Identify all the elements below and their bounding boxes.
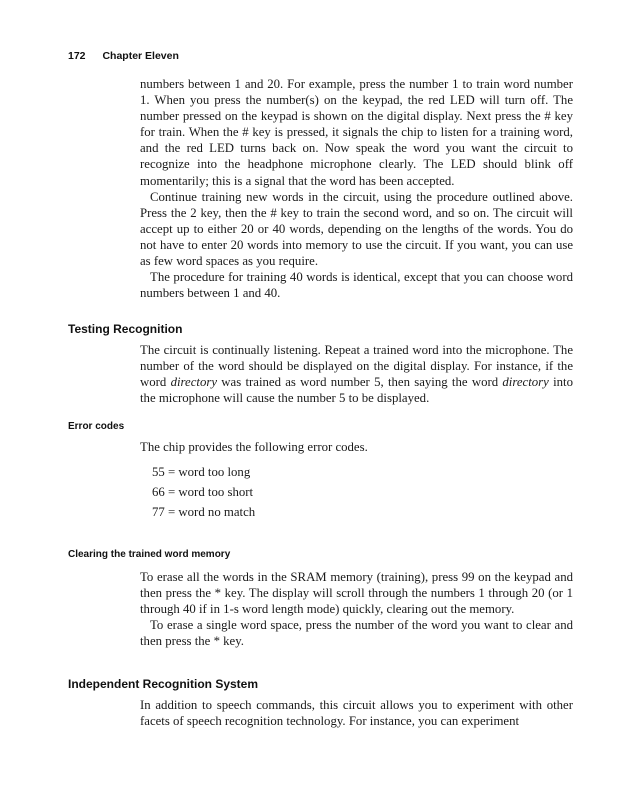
testing-text-c: into the microphone will cause the number 5 to be displayed. [140,375,574,406]
intro-paragraph-2: Continue training new words in the circuit, using the procedure outlined above. Press the 2 key, then the # key to train the second word, and so on. The circuit will accept up to either 20 or 40 words, depending on the lengths of the words. You do not have to enter 20 words into memory to use the circuit. If you want, you can use as few word spaces as you require. [140,189,573,269]
error-code-equals: = [168,465,176,479]
error-code-number: 55 [152,465,165,479]
error-code-number: 66 [152,485,165,499]
error-code-item [152,502,255,522]
testing-text-b: was trained as word number 5, then saying the word [217,375,503,390]
error-codes-intro-text: The chip provides the following error codes. [140,440,368,454]
testing-emphasis-2: directory [502,375,549,390]
testing-paragraph [140,342,573,406]
error-code-list [152,462,255,522]
error-code-meaning: word too long [178,465,251,479]
error-codes-intro [140,439,573,455]
subsection-heading-error-codes: Error codes [68,421,125,432]
error-code-number: 77 [152,505,165,519]
error-code-equals: = [168,505,176,519]
clearing-text [140,569,573,649]
clearing-paragraph-2: To erase a single word space, press the number of the word you want to clear and then press the * key. [140,618,573,649]
independent-text [140,697,573,729]
chapter-title: Chapter Eleven [102,50,179,62]
section-heading-testing: Testing Recognition [68,322,183,336]
page-number: 172 [68,50,86,62]
error-code-meaning: word too short [178,485,254,499]
running-header [68,50,179,62]
error-code-item [152,482,255,502]
testing-emphasis-1: directory [170,375,218,390]
subsection-heading-clearing: Clearing the trained word memory [68,549,231,560]
independent-paragraph-1: In addition to speech commands, this circuit allows you to experiment with other facets of speech recognition technology. For instance, you can experiment [140,698,573,729]
error-code-equals: = [168,485,176,499]
intro-paragraph-1: numbers between 1 and 20. For example, press the number 1 to train word number 1. When you press the number(s) on the keypad, the red LED will turn off. The number pressed on the keypad is shown on the digital display. Next press the # key for train. When the # key is pressed, it signals the chip to listen for a training word, and the red LED turns back on. Now speak the word you want the circuit to recognize into the headphone microphone clearly. The LED should blink off momentarily; this is a signal that the word has been accepted. [140,77,573,188]
clearing-paragraph-1: To erase all the words in the SRAM memory (training), press 99 on the keypad and then press the * key. The display will scroll through the numbers 1 through 20 (or 1 through 40 if in 1-s word length mode) quickly, clearing out the memory. [140,570,573,617]
intro-text [140,76,573,301]
error-code-meaning: word no match [178,505,256,519]
error-code-item [152,462,255,482]
testing-text [140,342,573,406]
testing-text-a: The circuit is continually listening. Repeat a trained word into the microphone. The number of the word should be displayed on the digital display. For instance, if the word [140,343,573,390]
intro-paragraph-3: The procedure for training 40 words is identical, except that you can choose word numbers between 1 and 40. [140,270,573,301]
section-heading-independent: Independent Recognition System [68,677,259,691]
